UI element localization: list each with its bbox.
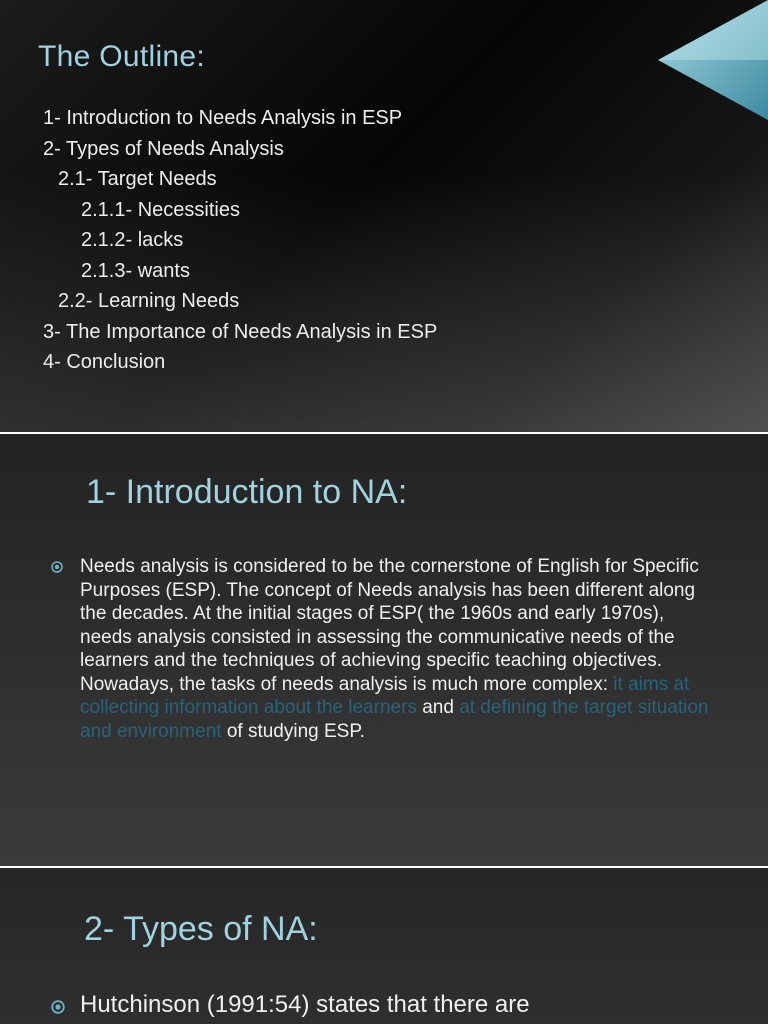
outline-item: 2- Types of Needs Analysis xyxy=(43,137,284,160)
outline-item: 3- The Importance of Needs Analysis in ESP xyxy=(43,320,438,343)
bullet-circle-icon xyxy=(51,1000,65,1014)
outline-list xyxy=(0,103,437,378)
paragraph-text: Needs analysis is considered to be the cornerstone of English for Specific Purposes (ESP). The concept of Needs analysis has been different along the decades. At the initial stages of ESP( the 1960s and early 1970s), needs analysis consisted in assessing the communicative needs of the learners and the techniques of achieving specific teaching objectives. Nowadays, the tasks of needs analysis is much more complex: xyxy=(80,556,699,695)
outline-item: 4- Conclusion xyxy=(43,351,166,373)
outline-item: 2.2- Learning Needs xyxy=(58,290,240,312)
paragraph-text-end: of studying ESP. xyxy=(221,720,365,742)
bullet-circle-icon xyxy=(51,561,63,573)
outline-item: 2.1.1- Necessities xyxy=(81,198,240,221)
paragraph-text-and: and xyxy=(416,697,460,718)
outline-title: The Outline: xyxy=(38,40,206,73)
outline-item: 2.1.2- lacks xyxy=(81,229,184,251)
highlight-target-situation: at defining the target situation and environment xyxy=(80,697,709,742)
types-title: 2- Types of NA: xyxy=(84,910,318,948)
outline-item: 2.1- Target Needs xyxy=(58,168,217,190)
introduction-paragraph xyxy=(80,555,720,743)
types-text: Hutchinson (1991:54) states that there are xyxy=(80,991,530,1018)
corner-triangle-shape xyxy=(658,0,768,120)
outline-item: 1- Introduction to Needs Analysis in ESP xyxy=(43,107,403,129)
introduction-title: 1- Introduction to NA: xyxy=(86,473,408,511)
slide-outline xyxy=(0,0,768,432)
outline-item: 2.1.3- wants xyxy=(81,259,190,282)
highlight-learners: it aims at collecting information about the learners xyxy=(80,673,690,718)
